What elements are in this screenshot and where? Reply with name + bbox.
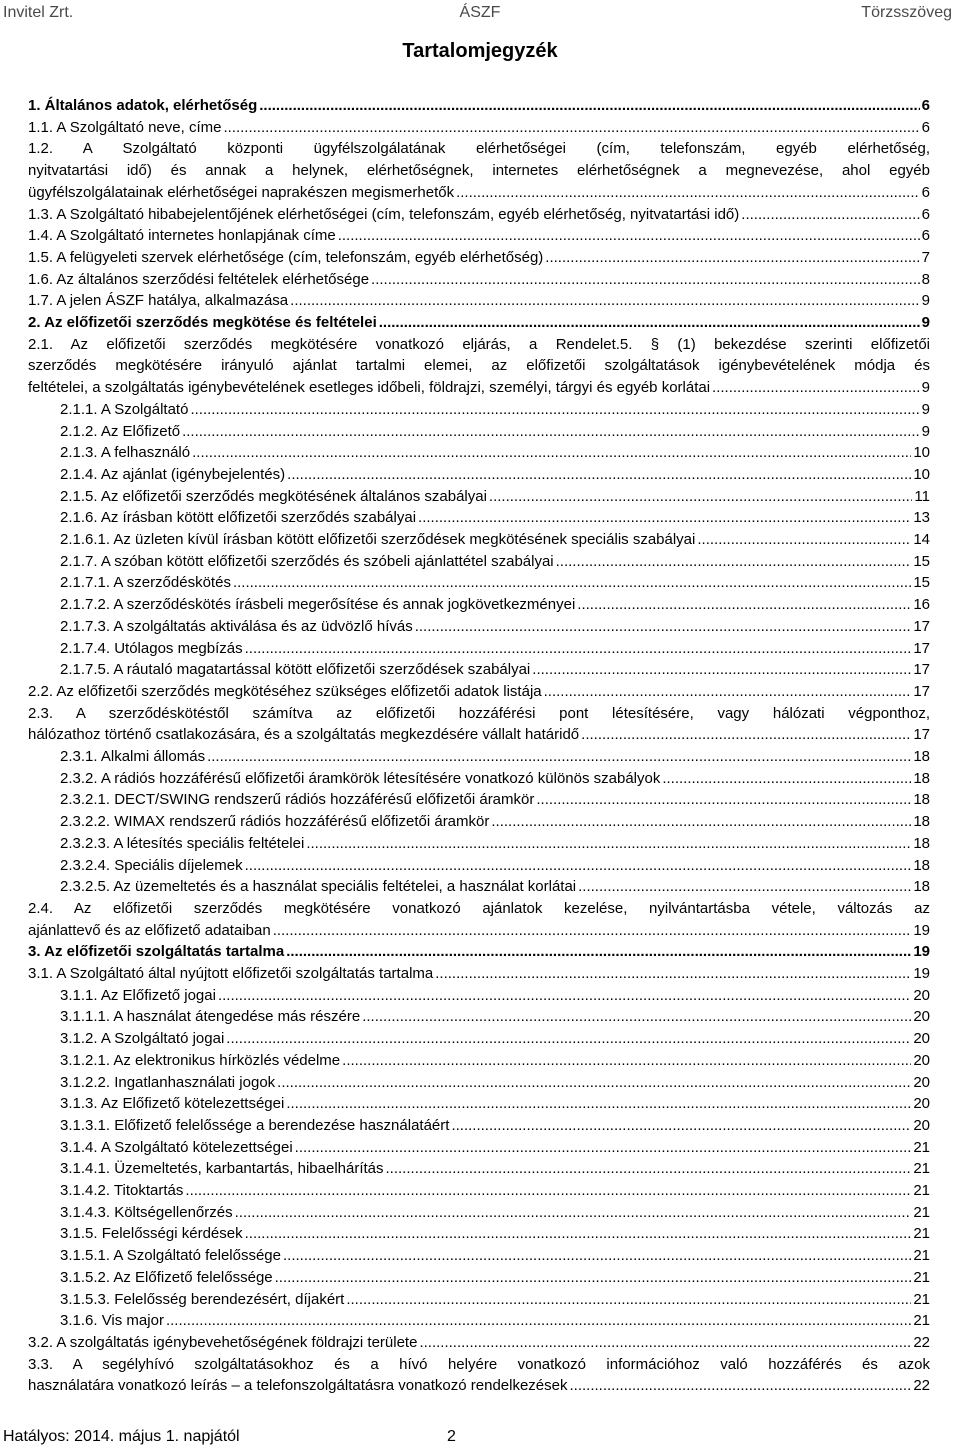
toc-page-number: 9 [921, 379, 930, 397]
toc-dot-leader [283, 1245, 911, 1267]
toc-entry-text: 3.1.5.1. A Szolgáltató felelőssége [60, 1247, 281, 1265]
toc-entry-line [28, 941, 930, 963]
toc-page-number: 6 [921, 118, 930, 136]
toc-dot-leader [456, 182, 920, 204]
toc-entry-line [60, 1158, 930, 1180]
toc-entry-line [60, 551, 930, 573]
toc-dot-leader [662, 768, 911, 790]
toc-dot-leader [192, 442, 911, 464]
toc-entry-line [28, 681, 930, 703]
toc-entry-line [28, 312, 930, 334]
toc-page-number: 20 [913, 1008, 930, 1026]
toc-page-number: 21 [913, 1182, 930, 1199]
toc-entry-text: 3.1.5.3. Felelősség berendezésért, díjakért [60, 1290, 345, 1308]
toc-entry-line [60, 1223, 930, 1245]
toc-entry-text: 1.6. Az általános szerződési feltételek elérhetősége [28, 270, 370, 288]
toc-page-number: 11 [914, 487, 930, 505]
toc-page-number: 17 [913, 661, 930, 679]
toc-page-number: 17 [913, 617, 930, 635]
toc-entry-line [28, 920, 930, 942]
toc-dot-leader [277, 1072, 911, 1094]
toc-entry-text: 2.1.7. A szóban kötött előfizetői szerződés és szóbeli ajánlattétel szabályai [60, 552, 554, 570]
toc-entry-line [28, 377, 930, 399]
toc-entry-line [60, 768, 930, 790]
toc-dot-leader [415, 616, 912, 638]
toc-entry-text: 3. Az előfizetői szolgáltatás tartalma [28, 943, 285, 961]
toc-entry-text: 2.1.7.4. Utólagos megbízás [60, 639, 243, 657]
footer-page-number: 2 [447, 1428, 456, 1445]
toc-page-number: 6 [921, 183, 930, 201]
header-document-type: ÁSZF [459, 4, 501, 21]
toc-page-number: 17 [913, 639, 930, 657]
toc-entry-line [60, 1093, 930, 1115]
toc-page-number: 9 [921, 314, 930, 331]
header-company: Invitel Zrt. [3, 4, 74, 21]
toc-entry-line [60, 464, 930, 486]
toc-page-number: 18 [913, 748, 930, 765]
toc-entry-line [60, 833, 930, 855]
toc-dot-leader [190, 399, 919, 421]
toc-entry-line [60, 1115, 930, 1137]
page-title: Tartalomjegyzék [402, 40, 558, 62]
toc-entry-line [60, 572, 930, 594]
toc-page-number: 9 [921, 400, 930, 418]
toc-entry-line [28, 204, 930, 226]
toc-entry-line [60, 789, 930, 811]
toc-entry-line [28, 225, 930, 247]
toc-dot-leader [362, 1006, 911, 1028]
toc-entry-line [60, 1310, 930, 1332]
toc-entry-line [28, 724, 930, 746]
toc-entry-line [60, 1050, 930, 1072]
toc-entry-line [28, 269, 930, 291]
toc-page-number: 20 [913, 986, 930, 1004]
toc-dot-leader [245, 1223, 912, 1245]
toc-page-number: 17 [913, 726, 930, 744]
toc-entry-text: 2.1.5. Az előfizetői szerződés megkötésének általános szabályai [60, 487, 487, 505]
toc-page-number: 21 [913, 1312, 930, 1330]
toc-page-number: 6 [921, 205, 930, 223]
toc-page-number: 20 [913, 1095, 930, 1113]
toc-entry-line [60, 855, 930, 877]
toc-dot-leader [306, 833, 911, 855]
toc-dot-leader [386, 1158, 912, 1180]
toc-page-number: 6 [921, 227, 930, 245]
toc-page-number: 21 [913, 1203, 930, 1221]
toc-entry-line [60, 1006, 930, 1028]
toc-dot-leader [223, 117, 919, 139]
toc-entry-text: 2.1.7.1. A szerződéskötés [60, 574, 231, 592]
toc-entry-text: 2.3. A szerződéskötéstől számítva az előfizetői hozzáférési pont létesítésére, vagy hálózati végponthoz, [28, 704, 930, 722]
toc-dot-leader [451, 1115, 911, 1137]
toc-entry-text: 2.3.2.4. Speciális díjelemek [60, 856, 243, 874]
toc-page-number: 19 [913, 921, 930, 939]
toc-entry-text: hálózathoz történő csatlakozására, és a szolgáltatás megkezdésére vállalt határidő [28, 726, 580, 744]
toc-dot-leader [273, 920, 912, 942]
toc-entry-line [28, 290, 930, 312]
toc-entry-line [60, 442, 930, 464]
toc-entry-text: 3.1. A Szolgáltató által nyújtott előfizetői szolgáltatás tartalma [28, 965, 434, 982]
toc-page-number: 13 [913, 509, 930, 527]
toc-entry-line [60, 616, 930, 638]
toc-entry-text: 1. Általános adatok, elérhetőség [28, 97, 258, 114]
toc-page-number: 21 [913, 1225, 930, 1243]
toc-entry-text: 2.1.6.1. Az üzleten kívül írásban kötött előfizetői szerződések megkötésének speciális szabályai [60, 531, 696, 548]
toc-dot-leader [245, 855, 912, 877]
header-section: Törzsszöveg [861, 4, 952, 21]
toc-entry-line [28, 182, 930, 204]
toc-dot-leader [218, 985, 911, 1007]
toc-entry-line [60, 985, 930, 1007]
toc-page-number: 18 [913, 791, 930, 809]
toc-entry-text: 2.1.6. Az írásban kötött előfizetői szerződés szabályai [60, 509, 417, 527]
toc-page-number: 18 [913, 878, 930, 896]
toc-entry-text: 3.1.4. A Szolgáltató kötelezettségei [60, 1138, 293, 1156]
toc-entry-text: 2.1.1. A Szolgáltató [60, 400, 189, 418]
toc-dot-leader [207, 746, 911, 768]
toc-entry-text: 2.3.2.2. WIMAX rendszerű rádiós hozzáférésű előfizetői áramkör [60, 813, 490, 831]
toc-dot-leader [338, 225, 920, 247]
toc-dot-leader [697, 529, 911, 551]
toc-page-number: 17 [913, 682, 930, 700]
toc-page-number: 10 [913, 465, 930, 483]
toc-entry-text: 1.4. A Szolgáltató internetes honlapjának címe [28, 227, 336, 245]
toc-entry-text: 2.2. Az előfizetői szerződés megkötéséhez szükséges előfizetői adatok listája [28, 682, 542, 700]
toc-entry-line [28, 1375, 930, 1397]
toc-page-number: 18 [913, 834, 930, 852]
toc-page-number: 21 [913, 1268, 930, 1286]
toc-entry-text: 2.1.7.5. A ráutaló magatartással kötött előfizetői szerződések szabályai [60, 661, 531, 679]
toc-entry-line [28, 1332, 930, 1354]
toc-dot-leader [346, 1289, 911, 1311]
toc-entry-text: 1.3. A Szolgáltató hibabejelentőjének elérhetőségei (cím, telefonszám, egyéb elérhetőség, nyitvatartási idő) [28, 205, 740, 223]
toc-page-number: 20 [913, 1116, 930, 1134]
toc-entry-line [60, 399, 930, 421]
toc-entry-line [60, 1028, 930, 1050]
toc-entry-line [60, 486, 930, 508]
toc-page-number: 20 [913, 1030, 930, 1048]
toc-entry-text: 2. Az előfizetői szerződés megkötése és feltételei [28, 314, 377, 331]
toc-dot-leader [182, 421, 920, 443]
toc-dot-leader [245, 638, 912, 660]
toc-entry-text: 2.4. Az előfizetői szerződés megkötésére vonatkozó ajánlatok kezelése, nyilvántartásba vétele, változás az [28, 899, 930, 917]
toc-entry-text: 1.2. A Szolgáltató központi ügyfélszolgálatának elérhetőségei (cím, telefonszám, egyéb elérhetőség, [28, 140, 930, 158]
toc-page-number: 15 [913, 552, 930, 570]
toc-entry-line [60, 876, 930, 898]
toc-dot-leader [544, 681, 912, 703]
toc-dot-leader [581, 724, 911, 746]
toc-entry-text: 3.1.5. Felelősségi kérdések [60, 1225, 243, 1243]
toc-entry-text: 3.1.6. Vis major [60, 1312, 164, 1330]
toc-dot-leader [570, 1375, 912, 1397]
toc-entry-line [60, 1180, 930, 1202]
toc-page-number: 18 [913, 856, 930, 874]
toc-page-number: 6 [921, 97, 930, 114]
toc-page-number: 21 [913, 1138, 930, 1156]
toc-page-number: 22 [913, 1333, 930, 1351]
toc-entry-text: 3.1.4.3. Költségellenőrzés [60, 1203, 233, 1221]
toc-dot-leader [226, 1028, 911, 1050]
toc-entry-line [60, 1289, 930, 1311]
toc-entry-text: 2.1.7.3. A szolgáltatás aktiválása és az üdvözlő hívás [60, 617, 413, 635]
toc-entry-text: 3.1.1.1. A használat átengedése más részére [60, 1008, 361, 1026]
toc-page-number: 14 [913, 531, 930, 548]
toc-dot-leader [286, 941, 911, 963]
toc-entry-text: 3.1.3. Az Előfizető kötelezettségei [60, 1095, 285, 1113]
toc-entry-text: szerződés megkötésére irányuló ajánlat tartalmi elemei, az előfizetői szolgáltatások igénybevételének módja és [28, 357, 930, 375]
toc-entry-line [28, 95, 930, 117]
toc-entry-text: 1.7. A jelen ÁSZF hatálya, alkalmazása [28, 292, 289, 310]
toc-entry-line [60, 638, 930, 660]
toc-dot-leader [545, 247, 919, 269]
toc-dot-leader [712, 377, 920, 399]
toc-entry-text: 2.1.3. A felhasználó [60, 444, 191, 462]
toc-entry-text: 2.3.1. Alkalmi állomás [60, 748, 206, 765]
toc-dot-leader [741, 204, 919, 226]
toc-page-number: 20 [913, 1051, 930, 1069]
toc-page-number: 9 [921, 292, 930, 310]
toc-entry-text: 2.3.2. A rádiós hozzáférésű előfizetői áramkörök létesítésére vonatkozó különös szabályok [60, 769, 661, 787]
toc-page-number: 21 [913, 1247, 930, 1265]
toc-dot-leader [556, 551, 912, 573]
toc-entry-line [60, 1245, 930, 1267]
toc-entry-text: nyitvatartási idő) és annak a helynek, elérhetőségnek, internetes elérhetőségnek a megnevezése, ahol egyéb [28, 162, 930, 180]
toc-dot-leader [185, 1180, 911, 1202]
toc-page-number: 16 [913, 596, 930, 614]
toc-dot-leader [275, 1267, 912, 1289]
toc-entry-text: 2.1.2. Az Előfizető [60, 422, 181, 440]
toc-entry-line [60, 1267, 930, 1289]
toc-page-number: 22 [913, 1377, 930, 1395]
toc-dot-leader [536, 789, 911, 811]
toc-entry-text: ajánlattevő és az előfizető adataiban [28, 921, 271, 939]
toc-dot-leader [295, 1137, 912, 1159]
toc-dot-leader [435, 963, 911, 985]
toc-dot-leader [233, 572, 911, 594]
toc-page-number: 19 [913, 943, 930, 961]
toc-entry-text: 3.1.1. Az Előfizető jogai [60, 986, 216, 1004]
toc-dot-leader [379, 312, 920, 334]
toc-dot-leader [578, 876, 911, 898]
toc-page-number: 15 [913, 574, 930, 592]
toc-entry-text: 3.1.4.2. Titoktartás [60, 1182, 184, 1199]
toc-dot-leader [577, 594, 911, 616]
toc-dot-leader [532, 659, 911, 681]
toc-page-number: 10 [913, 444, 930, 462]
toc-dot-leader [342, 1050, 911, 1072]
toc-entry-text: 2.1.7.2. A szerződéskötés írásbeli megerősítése és annak jogkövetkezményei [60, 596, 576, 614]
toc-page-number: 21 [913, 1290, 930, 1308]
toc-dot-leader [166, 1310, 911, 1332]
toc-entry-line [60, 1137, 930, 1159]
toc-page-number: 7 [921, 248, 930, 266]
toc-entry-text: 2.1.4. Az ajánlat (igénybejelentés) [60, 465, 286, 483]
toc-entry-line [28, 247, 930, 269]
toc-entry-text: ügyfélszolgálatainak elérhetőségei naprakészen megismerhetők [28, 183, 455, 201]
toc-entry-text: 3.1.3.1. Előfizető felelőssége a berendezése használatáért [60, 1116, 450, 1134]
toc-dot-leader [371, 269, 920, 291]
toc-page-number: 8 [921, 270, 930, 288]
toc-page-number: 18 [913, 769, 930, 787]
toc-entry-line [60, 594, 930, 616]
toc-entry-line [60, 507, 930, 529]
toc-page-number: 18 [913, 813, 930, 831]
toc-entry-text: 3.1.2.2. Ingatlanhasználati jogok [60, 1073, 276, 1091]
toc-entry-text: feltételei, a szolgáltatás igénybevételének esetleges időbeli, földrajzi, személyi, tárgyi és egyéb korlátai [28, 379, 711, 397]
toc-entry-text: 3.3. A segélyhívó szolgáltatásokhoz és a hívó helyére vonatkozó információhoz való hozzáférés és azok [28, 1355, 930, 1373]
toc-entry-text: 1.1. A Szolgáltató neve, címe [28, 118, 222, 136]
toc-entry-text: 2.3.2.1. DECT/SWING rendszerű rádiós hozzáférésű előfizetői áramkör [60, 791, 535, 809]
toc-entry-line [60, 659, 930, 681]
toc-dot-leader [489, 486, 913, 508]
toc-entry-line [60, 746, 930, 768]
toc-entry-text: 1.5. A felügyeleti szervek elérhetősége (cím, telefonszám, egyéb elérhetőség) [28, 248, 544, 266]
toc-entry-line [28, 963, 930, 985]
toc-entry-text: 3.2. A szolgáltatás igénybevehetőségének földrajzi területe [28, 1333, 418, 1351]
toc-dot-leader [259, 95, 919, 117]
toc-entry-text: 3.1.2.1. Az elektronikus hírközlés védelme [60, 1051, 341, 1069]
toc-dot-leader [418, 507, 911, 529]
toc-entry-text: 3.1.2. A Szolgáltató jogai [60, 1030, 225, 1048]
toc-entry-text: 2.3.2.5. Az üzemeltetés és a használat speciális feltételei, a használat korlátai [60, 878, 577, 896]
toc-entry-text: 3.1.4.1. Üzemeltetés, karbantartás, hibaelhárítás [60, 1160, 384, 1178]
toc-entry-text: 2.3.2.3. A létesítés speciális feltételei [60, 834, 305, 852]
toc-page-number: 20 [913, 1073, 930, 1091]
toc-dot-leader [235, 1202, 912, 1224]
toc-dot-leader [286, 1093, 911, 1115]
toc-page-number: 9 [921, 422, 930, 440]
toc-entry-line [60, 1072, 930, 1094]
toc-page-number: 21 [913, 1160, 930, 1178]
toc-dot-leader [419, 1332, 911, 1354]
toc-entry-line [60, 421, 930, 443]
toc-entry-line [28, 117, 930, 139]
toc-entry-line [60, 811, 930, 833]
toc-entry-line [60, 1202, 930, 1224]
toc-entry-text: használatára vonatkozó leírás – a telefonszolgáltatásra vonatkozó rendelkezések [28, 1377, 568, 1395]
toc-dot-leader [290, 290, 920, 312]
footer-effective-date: Hatályos: 2014. május 1. napjától [3, 1428, 240, 1445]
toc-page-number: 19 [913, 965, 930, 982]
toc-entry-line [60, 529, 930, 551]
toc-entry-text: 3.1.5.2. Az Előfizető felelőssége [60, 1268, 273, 1286]
toc-dot-leader [491, 811, 911, 833]
toc-dot-leader [287, 464, 911, 486]
toc-entry-text: 2.1. Az előfizetői szerződés megkötésére vonatkozó eljárás, a Rendelet.5. § (1) bekezdése szerinti előfizetői [28, 335, 930, 353]
